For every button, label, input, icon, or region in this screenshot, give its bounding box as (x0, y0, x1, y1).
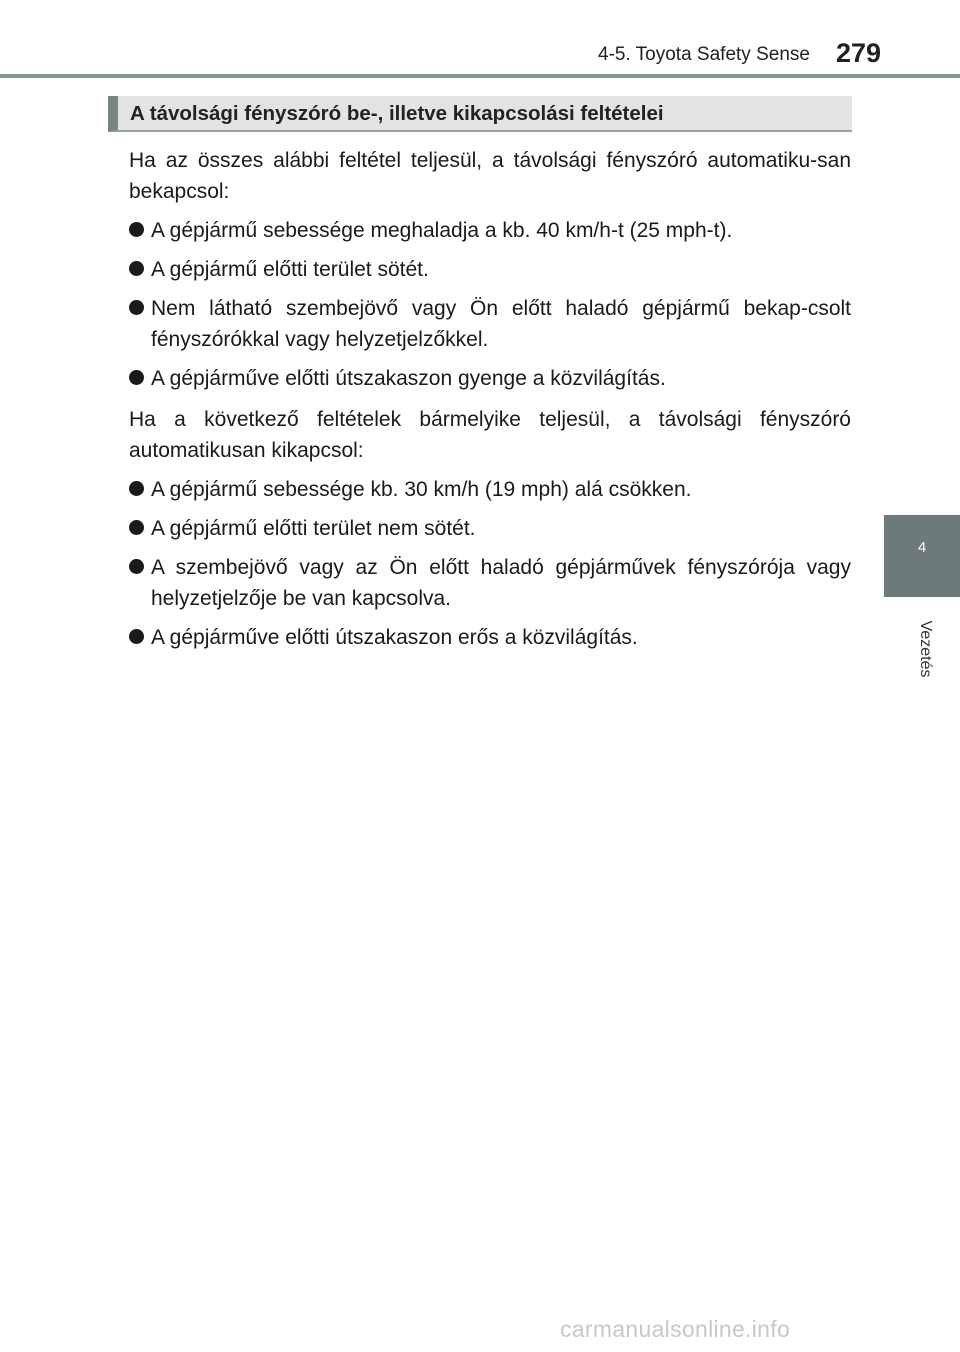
on-intro-paragraph: Ha az összes alábbi feltétel teljesül, a távolsági fényszóró automatiku-san bekapcsol: (129, 149, 851, 203)
watermark: carmanualsonline.info (560, 1316, 791, 1342)
list-item-text: Nem látható szembejövő vagy Ön előtt haladó gépjármű bekap-csolt fényszórókkal vagy helyzetjelzőkkel. (151, 297, 851, 351)
list-item-text: A gépjármű sebessége meghaladja a kb. 40 km/h-t (25 mph-t). (151, 219, 733, 242)
list-item-text: A gépjármű előtti terület nem sötét. (151, 517, 476, 540)
list-item (129, 552, 851, 614)
list-item (129, 513, 851, 544)
section-body (129, 145, 851, 661)
list-item (129, 293, 851, 355)
bullet-icon (129, 629, 144, 644)
list-item-text: A gépjárműve előtti útszakaszon gyenge a közvilágítás. (151, 367, 666, 390)
list-item (129, 363, 851, 394)
running-header-title: 4-5. Toyota Safety Sense (598, 44, 810, 65)
list-item-text: A gépjármű előtti terület sötét. (151, 258, 429, 281)
bullet-icon (129, 481, 144, 496)
chapter-number: 4 (917, 539, 927, 556)
page-number: 279 (836, 38, 882, 68)
list-item (129, 254, 851, 285)
bullet-icon (129, 520, 144, 535)
list-item-text: A szembejövő vagy az Ön előtt haladó gépjárművek fényszórója vagy helyzetjelzője be van kapcsolva. (151, 556, 851, 610)
header-rule (0, 74, 960, 78)
list-item-text: A gépjárműve előtti útszakaszon erős a közvilágítás. (151, 626, 638, 649)
bullet-icon (129, 300, 144, 315)
bullet-icon (129, 222, 144, 237)
bullet-icon (129, 370, 144, 385)
list-item (129, 474, 851, 505)
section-heading: A távolsági fényszóró be-, illetve kikapcsolási feltételei (130, 102, 664, 125)
list-item (129, 215, 851, 246)
list-item-text: A gépjármű sebessége kb. 30 km/h (19 mph) alá csökken. (151, 478, 692, 501)
bullet-icon (129, 559, 144, 574)
chapter-label: Vezetés (917, 620, 934, 678)
list-item (129, 622, 851, 653)
chapter-tab (884, 515, 960, 597)
off-intro-paragraph: Ha a következő feltételek bármelyike teljesül, a távolsági fényszóró automatikusan kikapcsol: (129, 408, 851, 462)
bullet-icon (129, 261, 144, 276)
section-heading-bar (108, 96, 852, 132)
